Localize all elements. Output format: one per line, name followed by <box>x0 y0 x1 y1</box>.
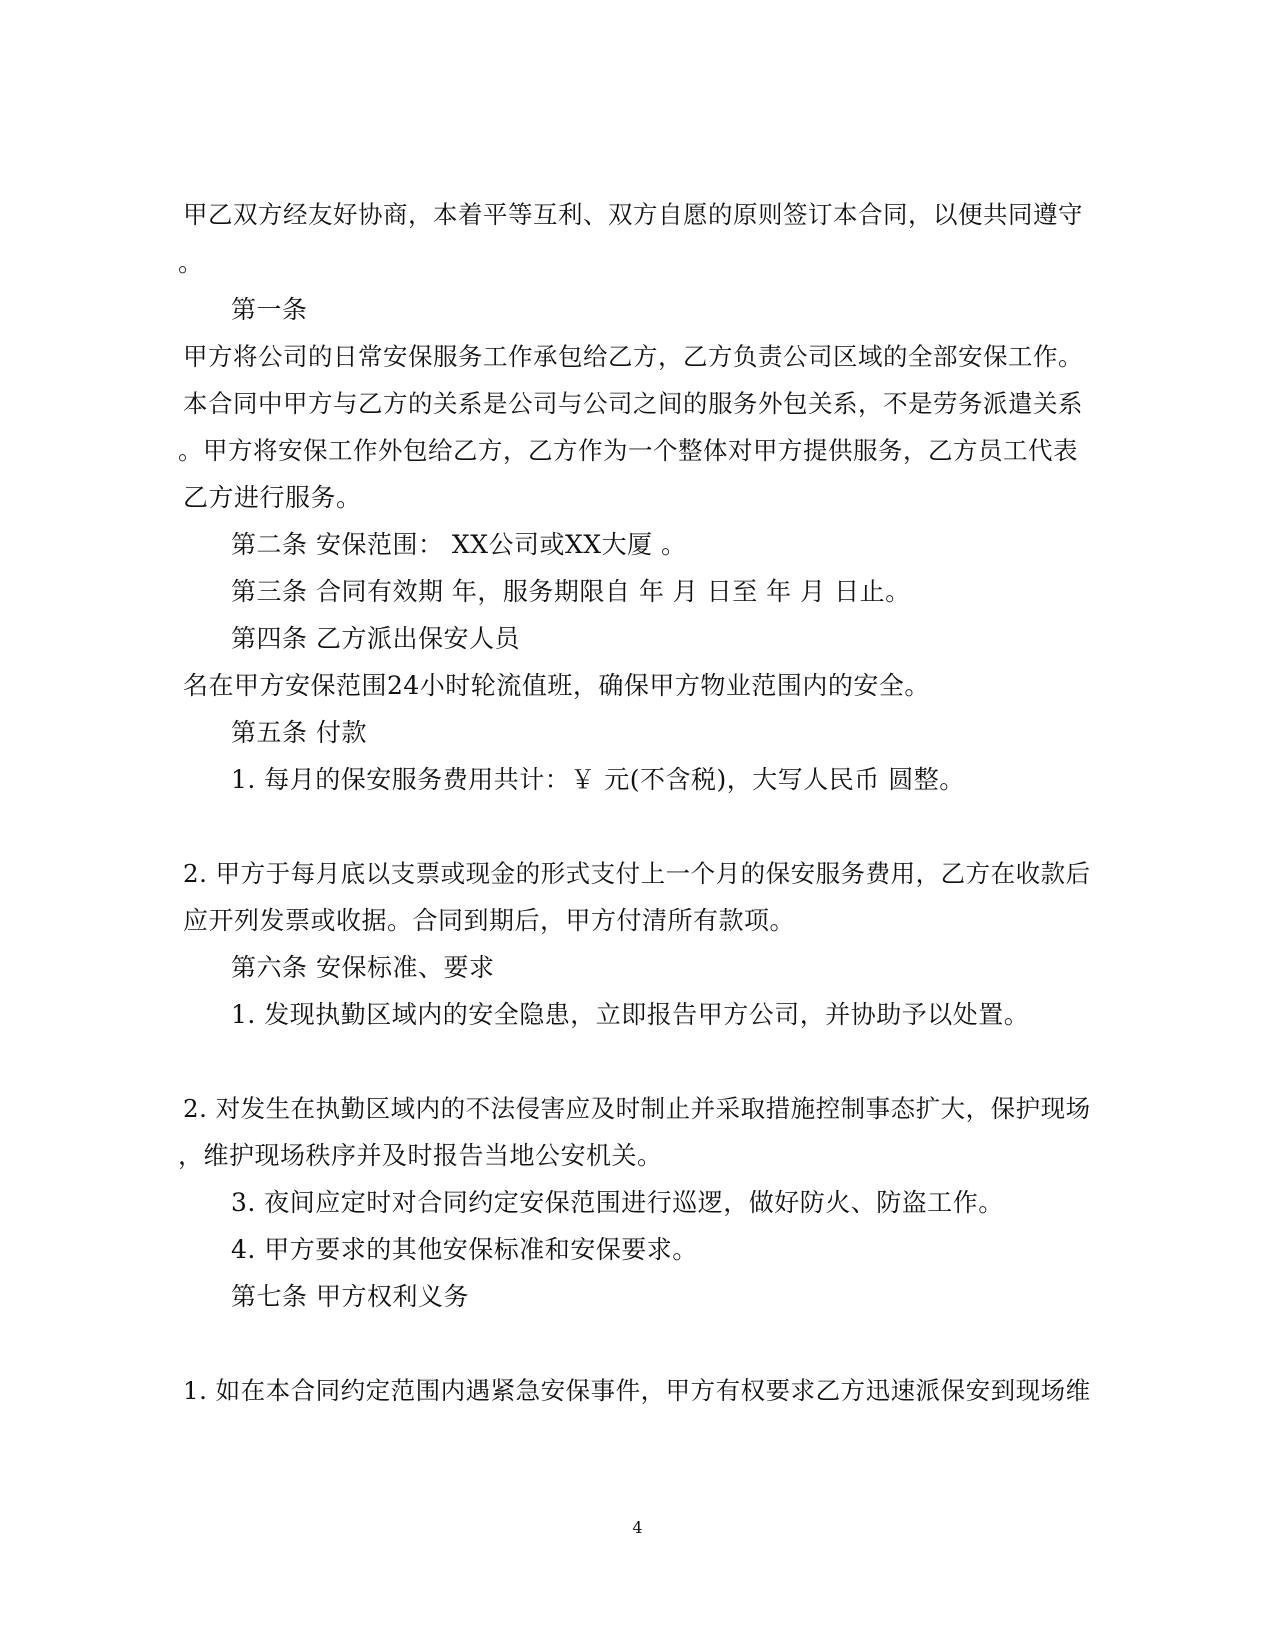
paragraph-line: 本合同中甲方与乙方的关系是公司与公司之间的服务外包关系，不是劳务派遣关系 <box>183 389 1083 418</box>
list-item: 3. 夜间应定时对合同约定安保范围进行巡逻，做好防火、防盗工作。 <box>231 1188 1004 1217</box>
list-item: 2. 对发生在执勤区域内的不法侵害应及时制止并采取措施控制事态扩大，保护现场 <box>183 1094 1091 1123</box>
article-heading: 第六条 安保标准、要求 <box>231 953 495 982</box>
article-heading: 第四条 乙方派出保安人员 <box>231 624 520 653</box>
page-number: 4 <box>632 1518 643 1537</box>
article-heading: 第三条 合同有效期 年，服务期限自 年 月 日至 年 月 日止。 <box>231 577 911 606</box>
paragraph-line: 。 <box>178 248 204 277</box>
paragraph-line: ，维护现场秩序并及时报告当地公安机关。 <box>178 1141 663 1170</box>
list-item: 2. 甲方于每月底以支票或现金的形式支付上一个月的保安服务费用，乙方在收款后 <box>183 859 1091 888</box>
list-item: 4. 甲方要求的其他安保标准和安保要求。 <box>231 1235 698 1264</box>
article-heading: 第五条 付款 <box>231 718 367 747</box>
paragraph-line: 名在甲方安保范围24小时轮流值班，确保甲方物业范围内的安全。 <box>183 671 930 700</box>
article-heading: 第二条 安保范围： XX公司或XX大厦 。 <box>231 530 687 559</box>
article-heading: 第一条 <box>231 295 308 324</box>
paragraph-line: 甲乙双方经友好协商，本着平等互利、双方自愿的原则签订本合同，以便共同遵守 <box>183 200 1083 229</box>
paragraph-line: 。甲方将安保工作外包给乙方，乙方作为一个整体对甲方提供服务，乙方员工代表 <box>178 436 1078 465</box>
list-item: 1. 每月的保安服务费用共计：￥ 元(不含税)，大写人民币 圆整。 <box>231 765 965 794</box>
paragraph-line: 乙方进行服务。 <box>183 483 362 512</box>
article-heading: 第七条 甲方权利义务 <box>231 1282 469 1311</box>
list-item: 1. 如在本合同约定范围内遇紧急安保事件，甲方有权要求乙方迅速派保安到现场维 <box>183 1376 1091 1405</box>
paragraph-line: 甲方将公司的日常安保服务工作承包给乙方，乙方负责公司区域的全部安保工作。 <box>183 342 1083 371</box>
paragraph-line: 应开列发票或收据。合同到期后，甲方付清所有款项。 <box>183 906 796 935</box>
list-item: 1. 发现执勤区域内的安全隐患，立即报告甲方公司，并协助予以处置。 <box>231 1000 1030 1029</box>
